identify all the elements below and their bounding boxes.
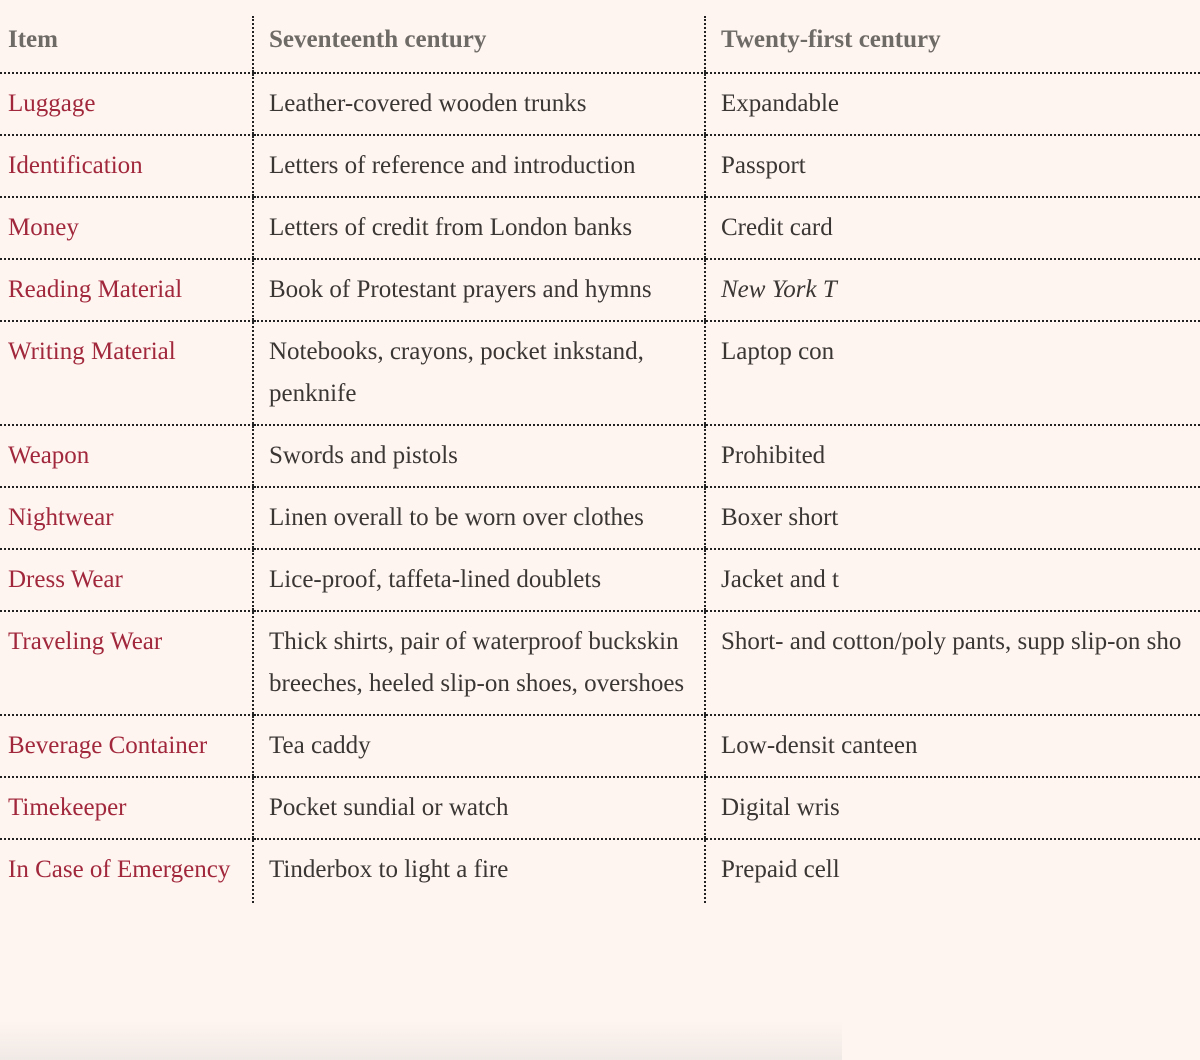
item-cell: Money	[0, 197, 253, 259]
seventeenth-cell: Linen overall to be worn over clothes	[253, 487, 705, 549]
seventeenth-cell: Tinderbox to light a fire	[253, 839, 705, 903]
twenty-first-cell: Laptop con	[705, 321, 1200, 425]
seventeenth-cell: Letters of reference and introduction	[253, 135, 705, 197]
header-twenty-first-century: Twenty-first century	[705, 16, 1200, 73]
table-row	[0, 611, 1200, 715]
twenty-first-cell: Low-densit canteen	[705, 715, 1200, 777]
seventeenth-cell: Letters of credit from London banks	[253, 197, 705, 259]
table-row	[0, 321, 1200, 425]
twenty-first-cell: Credit card	[705, 197, 1200, 259]
seventeenth-cell: Pocket sundial or watch	[253, 777, 705, 839]
twenty-first-cell: Boxer short	[705, 487, 1200, 549]
seventeenth-cell: Swords and pistols	[253, 425, 705, 487]
comparison-table-container	[0, 16, 1182, 1060]
table-row	[0, 259, 1200, 321]
twenty-first-cell: Jacket and t	[705, 549, 1200, 611]
item-cell: Traveling Wear	[0, 611, 253, 715]
table-row	[0, 839, 1200, 903]
twenty-first-cell: Short- and cotton/poly pants, supp slip-on sho	[705, 611, 1200, 715]
table-row	[0, 487, 1200, 549]
item-cell: Writing Material	[0, 321, 253, 425]
seventeenth-cell: Book of Protestant prayers and hymns	[253, 259, 705, 321]
table-row	[0, 777, 1200, 839]
table-row	[0, 549, 1200, 611]
item-cell: Nightwear	[0, 487, 253, 549]
table-row	[0, 197, 1200, 259]
seventeenth-cell: Leather-covered wooden trunks	[253, 73, 705, 135]
header-row	[0, 16, 1200, 73]
seventeenth-cell: Thick shirts, pair of waterproof buckskin breeches, heeled slip-on shoes, overshoes	[253, 611, 705, 715]
twenty-first-cell: Digital wris	[705, 777, 1200, 839]
bottom-fade-overlay	[0, 1020, 842, 1060]
table-row	[0, 135, 1200, 197]
item-cell: Identification	[0, 135, 253, 197]
seventeenth-cell: Tea caddy	[253, 715, 705, 777]
twenty-first-cell: Prepaid cell	[705, 839, 1200, 903]
comparison-table	[0, 16, 1200, 903]
twenty-first-cell: Prohibited	[705, 425, 1200, 487]
header-seventeenth-century: Seventeenth century	[253, 16, 705, 73]
table-row	[0, 73, 1200, 135]
twenty-first-cell: Passport	[705, 135, 1200, 197]
table-row	[0, 715, 1200, 777]
item-cell: Reading Material	[0, 259, 253, 321]
twenty-first-cell: Expandable	[705, 73, 1200, 135]
twenty-first-cell: New York T	[705, 259, 1200, 321]
seventeenth-cell: Notebooks, crayons, pocket inkstand, penknife	[253, 321, 705, 425]
item-cell: Luggage	[0, 73, 253, 135]
table-row	[0, 425, 1200, 487]
seventeenth-cell: Lice-proof, taffeta-lined doublets	[253, 549, 705, 611]
item-cell: Beverage Container	[0, 715, 253, 777]
item-cell: Weapon	[0, 425, 253, 487]
item-cell: Timekeeper	[0, 777, 253, 839]
item-cell: In Case of Emergency	[8, 856, 231, 883]
item-cell: Dress Wear	[0, 549, 253, 611]
header-item: Item	[0, 16, 253, 73]
